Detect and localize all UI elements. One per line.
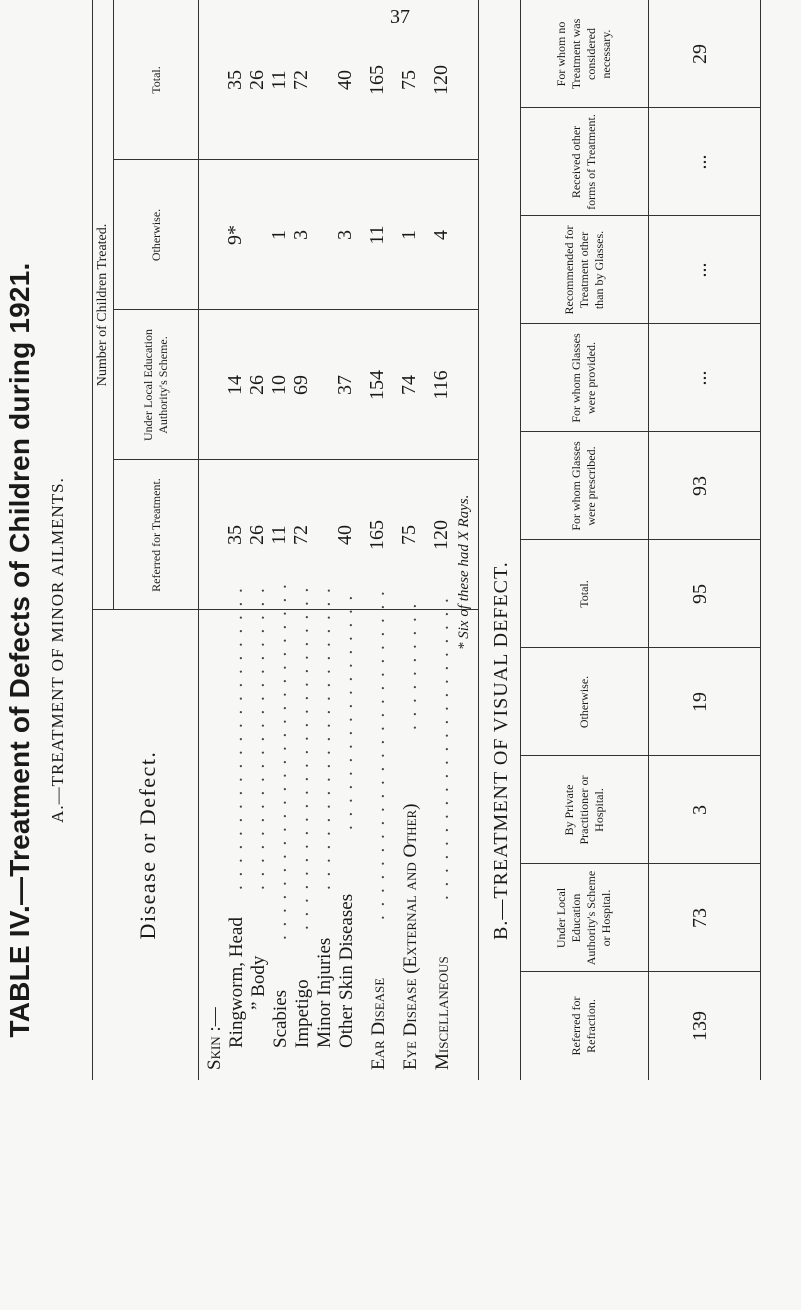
leader-dots: . . . . . . . . . . . . . . . . . . . . . . .	[432, 596, 453, 900]
cell-total: 11	[268, 70, 290, 90]
leader-dots: . . . . . . . . . . . . . . . . . . . . . . . . . .	[292, 585, 313, 930]
col-header-disease: Disease or Defect.	[135, 750, 160, 940]
cell-under-local: 154	[366, 370, 388, 400]
leader-dots: . . . . . . . . . . . . . . . . . . . . . . . . . . .	[270, 582, 291, 940]
cell-under-local: 74	[398, 375, 420, 395]
row-label-eye-disease: Eye Disease (External and Other)	[400, 803, 421, 1070]
page-number: 37	[390, 6, 410, 28]
tableB-value: 3	[688, 805, 711, 815]
tableB-header-recommended-other: Recommended for Treatment other than by Glasses.	[561, 225, 606, 315]
row-label-other-skin: Other Skin Diseases	[336, 893, 357, 1048]
table-title: TABLE IV.—Treatment of Defects of Children during 1921.	[4, 262, 35, 1038]
tableB-div	[520, 107, 760, 108]
tableA-div-2	[113, 459, 478, 460]
cell-otherwise: 1	[398, 230, 420, 240]
tableA-bottom-rule	[478, 0, 479, 1080]
leader-dots: . . . . . . . . . . . . . . . . . . . . . . .	[314, 586, 335, 890]
tableA-div-3	[113, 309, 478, 310]
cell-referred: 120	[430, 520, 452, 550]
row-label-minor-injuries: Minor Injuries	[314, 937, 335, 1048]
tableB-header-received-other: Received other forms of Treatment.	[569, 114, 598, 210]
leader-dots: . . . . . . . . . . . . . . . . . . . . . . . . .	[368, 589, 389, 920]
section-b-title: B.—TREATMENT OF VISUAL DEFECT.	[490, 561, 512, 940]
cell-total: 75	[398, 70, 420, 90]
cell-under-local: 116	[430, 370, 452, 400]
tableB-div	[520, 863, 760, 864]
tableA-div-4	[113, 159, 478, 160]
row-label-ear-disease: Ear Disease	[368, 977, 389, 1070]
cell-under-local: 37	[334, 375, 356, 395]
cell-otherwise: 4	[430, 230, 452, 240]
leader-dots: . . . . . . . . . . . . . . . . . . . . . . .	[226, 586, 247, 890]
cell-otherwise: 3	[290, 230, 312, 240]
leader-dots: . . . . . . . . . . . . . . . . . . . . . . .	[248, 586, 269, 890]
tableB-value: 95	[688, 584, 711, 604]
tableB-value: 139	[688, 1011, 711, 1041]
tableB-header-no-treatment: For whom no Treatment was considered necessary.	[554, 18, 613, 90]
cell-under-local: 14	[224, 375, 246, 395]
tableB-top-rule	[520, 0, 521, 1080]
tableB-value: ...	[688, 154, 711, 170]
row-label-scabies: Scabies	[270, 989, 291, 1048]
row-label-ringworm-head: Ringworm, Head	[226, 917, 247, 1048]
table-subtitle: A.—TREATMENT OF MINOR AILMENTS.	[48, 477, 67, 823]
cell-referred: 165	[366, 520, 388, 550]
tableB-header-private: By Private Practitioner or Hospital.	[561, 775, 606, 845]
leader-dots: . . . . . . . . . . . . . . . . . .	[336, 593, 357, 830]
tableB-value: 29	[688, 44, 711, 64]
tableA-header-rule	[198, 0, 199, 1080]
cell-under-local: 26	[246, 375, 268, 395]
cell-otherwise: 1	[268, 230, 290, 240]
cell-otherwise: 11	[366, 225, 388, 245]
tableB-header-referred-refraction: Referred for Refraction.	[569, 996, 598, 1056]
cell-otherwise: 9*	[224, 225, 246, 245]
cell-referred: 72	[290, 525, 312, 545]
row-label-ringworm-body: ” Body	[248, 955, 269, 1010]
footnote-x-rays: * Six of these had X Rays.	[456, 494, 472, 650]
tableB-header-under-local: Under Local Education Authority's Scheme or Hospital.	[554, 870, 613, 966]
tableB-div	[520, 647, 760, 648]
tableB-header-total: Total.	[576, 580, 591, 608]
group-header-children-treated: Number of Children Treated.	[95, 223, 110, 387]
tableB-div	[520, 215, 760, 216]
row-label-impetigo: Impetigo	[292, 979, 313, 1048]
col-header-otherwise: Otherwise.	[148, 208, 163, 262]
tableB-value: 73	[688, 908, 711, 928]
cell-total: 120	[430, 65, 452, 95]
tableB-div	[520, 755, 760, 756]
col-header-referred: Referred for Treatment.	[148, 478, 163, 592]
col-header-total: Total.	[148, 66, 163, 94]
tableB-div	[520, 431, 760, 432]
cell-otherwise: 3	[334, 230, 356, 240]
tableB-div	[520, 323, 760, 324]
tableB-value: ...	[688, 370, 711, 386]
cell-referred: 35	[224, 525, 246, 545]
tableB-div	[520, 971, 760, 972]
cell-total: 165	[366, 65, 388, 95]
tableB-header-glasses-provided: For whom Glasses were provided.	[569, 333, 598, 423]
skin-group-label: Skin :—	[204, 1007, 225, 1070]
cell-total: 35	[224, 70, 246, 90]
tableB-value: ...	[688, 262, 711, 278]
tableB-value: 93	[688, 476, 711, 496]
tableB-header-otherwise: Otherwise.	[576, 675, 591, 729]
cell-under-local: 69	[290, 375, 312, 395]
tableA-group-rule	[113, 0, 114, 610]
cell-total: 26	[246, 70, 268, 90]
cell-total: 72	[290, 70, 312, 90]
cell-referred: 75	[398, 525, 420, 545]
cell-referred: 40	[334, 525, 356, 545]
cell-total: 40	[334, 70, 356, 90]
tableB-div	[520, 539, 760, 540]
cell-referred: 26	[246, 525, 268, 545]
leader-dots: . . . . . . . . . .	[400, 601, 421, 730]
cell-referred: 11	[268, 525, 290, 545]
tableB-header-rule	[648, 0, 649, 1080]
tableB-header-glasses-prescribed: For whom Glasses were prescribed.	[569, 441, 598, 531]
row-label-miscellaneous: Miscellaneous	[432, 956, 453, 1070]
col-header-under-local: Under Local Education Authority's Scheme.	[141, 329, 170, 441]
tableB-value: 19	[688, 692, 711, 712]
cell-under-local: 10	[268, 375, 290, 395]
tableB-bottom-rule	[760, 0, 761, 1080]
